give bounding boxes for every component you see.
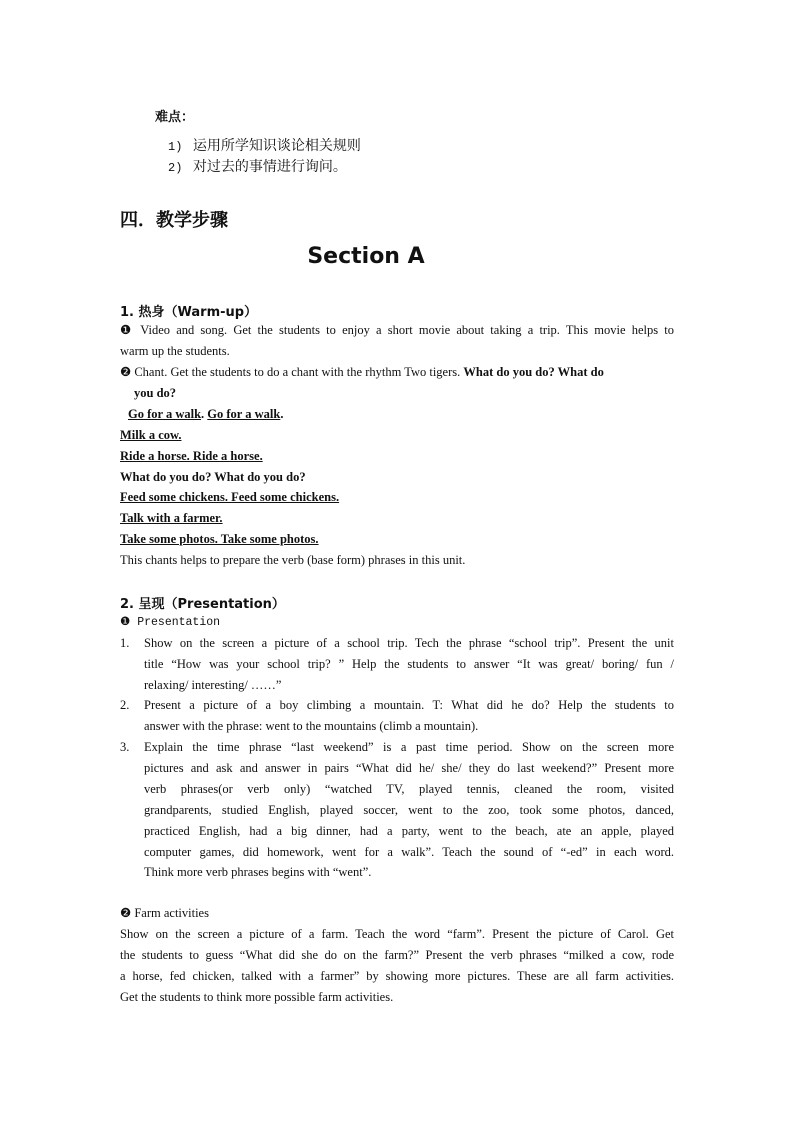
warmup-paragraph-1-line1: ❶ Video and song. Get the students to enjoy a short movie about taking a trip. This movie helps to xyxy=(120,323,674,337)
list-item-number: 1. xyxy=(120,636,130,650)
list-item-number: 3. xyxy=(120,740,130,754)
chant-intro-bold: What do you do? What do xyxy=(463,365,604,379)
list-item-3-line2: pictures and ask and answer in pairs “What did he/ she/ they do last weekend?” Present more xyxy=(144,761,674,775)
list-item-2-line1: Present a picture of a boy climbing a mountain. T: What did he do? Help the students to xyxy=(144,698,674,712)
warmup-paragraph-2-line2: you do? xyxy=(134,386,177,400)
list-item-3-line4: grandparents, studied English, played soccer, went to the zoo, took some photos, danced, xyxy=(144,803,674,817)
difficulty-item-num: 1) xyxy=(168,140,183,154)
presentation-heading: 2. 呈现（Presentation） xyxy=(120,597,285,612)
farm-paragraph-line3: a horse, fed chicken, talked with a farmer” by showing more pictures. These are all farm activities. xyxy=(120,969,674,983)
difficulty-item-num: 2) xyxy=(168,161,183,175)
warmup-paragraph-2-line1 xyxy=(120,362,680,383)
warmup-paragraph-1-line2: warm up the students. xyxy=(120,344,230,358)
chant-line-5: Feed some chickens. Feed some chickens. xyxy=(120,490,340,504)
chant-line-3: Ride a horse. Ride a horse. xyxy=(120,449,263,463)
list-item-3-line7: Think more verb phrases begins with “went”. xyxy=(144,865,372,879)
farm-paragraph-line2: the students to guess “What did she do on the farm?” Present the verb phrases “milked a cow, rode xyxy=(120,948,674,962)
chant-intro: ❷ Chant. Get the students to do a chant with the rhythm Two tigers. xyxy=(120,365,464,379)
list-item-3-line5: practiced English, had a big dinner, had a party, went to the beach, ate an apple, played xyxy=(144,824,674,838)
chant-phrase: Go for a walk xyxy=(128,407,202,421)
difficulty-item-2 xyxy=(168,156,347,176)
chant-line-2: Milk a cow. xyxy=(120,428,182,442)
warmup-closing: This chants helps to prepare the verb (base form) phrases in this unit. xyxy=(120,553,466,567)
chant-line-6: Talk with a farmer. xyxy=(120,511,223,525)
list-item-number: 2. xyxy=(120,698,130,712)
difficulty-heading: 难点： xyxy=(155,110,195,125)
presentation-subheading: ❶ Presentation xyxy=(120,616,221,629)
list-item-1-line2: title “How was your school trip? ” Help the students to answer “It was great/ boring/ fun / xyxy=(144,657,674,671)
farm-paragraph-line4: Get the students to think more possible farm activities. xyxy=(120,990,394,1004)
chant-phrase: Go for a walk xyxy=(207,407,281,421)
list-item-1-line3: relaxing/ interesting/ ……” xyxy=(144,678,282,692)
list-item-3-line1: Explain the time phrase “last weekend” is a past time period. Show on the screen more xyxy=(144,740,674,754)
chant-line-4: What do you do? What do you do? xyxy=(120,470,306,484)
chant-line-7: Take some photos. Take some photos. xyxy=(120,532,319,546)
farm-activities-subheading: ❷ Farm activities xyxy=(120,906,209,920)
section-title: Section A xyxy=(307,244,425,269)
list-item-3-line3: verb phrases(or verb only) “watched TV, played tennis, cleaned the room, visited xyxy=(144,782,674,796)
chant-line-1: Go for a walk. Go for a walk. xyxy=(128,407,284,421)
difficulty-item-1 xyxy=(168,135,361,155)
warmup-heading: 1. 热身（Warm-up） xyxy=(120,305,258,320)
farm-paragraph-line1: Show on the screen a picture of a farm. Teach the word “farm”. Present the picture of Carol. Get xyxy=(120,927,674,941)
list-item-3-line6: computer games, did homework, went for a walk”. Teach the sound of “-ed” in each word. xyxy=(144,845,674,859)
list-item-2-line2: answer with the phrase: went to the mountains (climb a mountain). xyxy=(144,719,479,733)
difficulty-item-text: 对过去的事情进行询问。 xyxy=(192,159,347,175)
section4-heading: 四．教学步骤 xyxy=(120,210,228,231)
difficulty-item-text: 运用所学知识谈论相关规则 xyxy=(192,138,361,154)
list-item-1-line1: Show on the screen a picture of a school trip. Tech the phrase “school trip”. Present the unit xyxy=(144,636,674,650)
